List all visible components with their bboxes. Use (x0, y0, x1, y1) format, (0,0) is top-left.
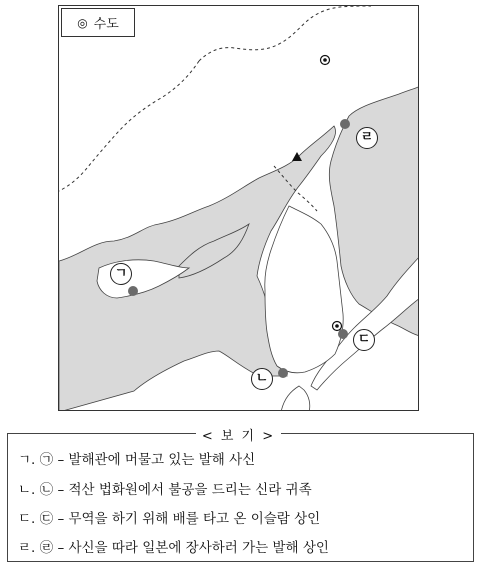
capital-legend-label: 수도 (93, 17, 119, 32)
marker-rieul: ㄹ (356, 127, 378, 149)
bogi-item-letter: ㄴ. (18, 482, 36, 498)
bogi-item-1 (18, 448, 255, 468)
bogi-item-num: ㉣ (39, 540, 54, 556)
border-dashed (199, 6, 371, 61)
bogi-item-text: – 무역을 하기 위해 배를 타고 온 이슬람 상인 (57, 511, 321, 527)
bogi-item-4 (18, 536, 329, 556)
map-legend (61, 8, 135, 37)
location-dot-nieun (278, 368, 288, 378)
bogi-item-num: ㉠ (39, 452, 54, 468)
bogi-title (0, 425, 477, 444)
capital-symbol-north (321, 56, 330, 65)
bogi-item-letter: ㄹ. (18, 540, 36, 556)
bogi-item-letter: ㄷ. (18, 511, 36, 527)
bogi-item-3 (18, 507, 320, 527)
marker-giyeok: ㄱ (110, 263, 132, 285)
location-dot-digeut (338, 329, 348, 339)
marker-nieun: ㄴ (251, 368, 273, 390)
korean-peninsula (265, 206, 343, 373)
capital-symbol-silla (333, 322, 342, 331)
bogi-item-text: – 발해관에 머물고 있는 발해 사신 (57, 452, 256, 468)
bogi-item-2 (18, 478, 312, 498)
bogi-item-letter: ㄱ. (18, 452, 36, 468)
bogi-item-text: – 사신을 따라 일본에 장사하러 가는 발해 상인 (57, 540, 329, 556)
bogi-item-text: – 적산 법화원에서 불공을 드리는 신라 귀족 (57, 482, 312, 498)
location-dot-giyeok (128, 286, 138, 296)
japan-kyushu (281, 386, 310, 411)
bogi-title-text: < 보 기 > (196, 429, 281, 444)
border-dashed-2 (59, 61, 199, 191)
bogi-item-num: ㉢ (39, 511, 54, 527)
bogi-box (7, 433, 474, 562)
marker-digeut: ㄷ (353, 329, 375, 351)
bogi-item-num: ㉡ (39, 482, 54, 498)
historical-map (58, 5, 419, 411)
capital-legend-icon: ◎ (77, 15, 88, 30)
location-dot-rieul (340, 119, 350, 129)
